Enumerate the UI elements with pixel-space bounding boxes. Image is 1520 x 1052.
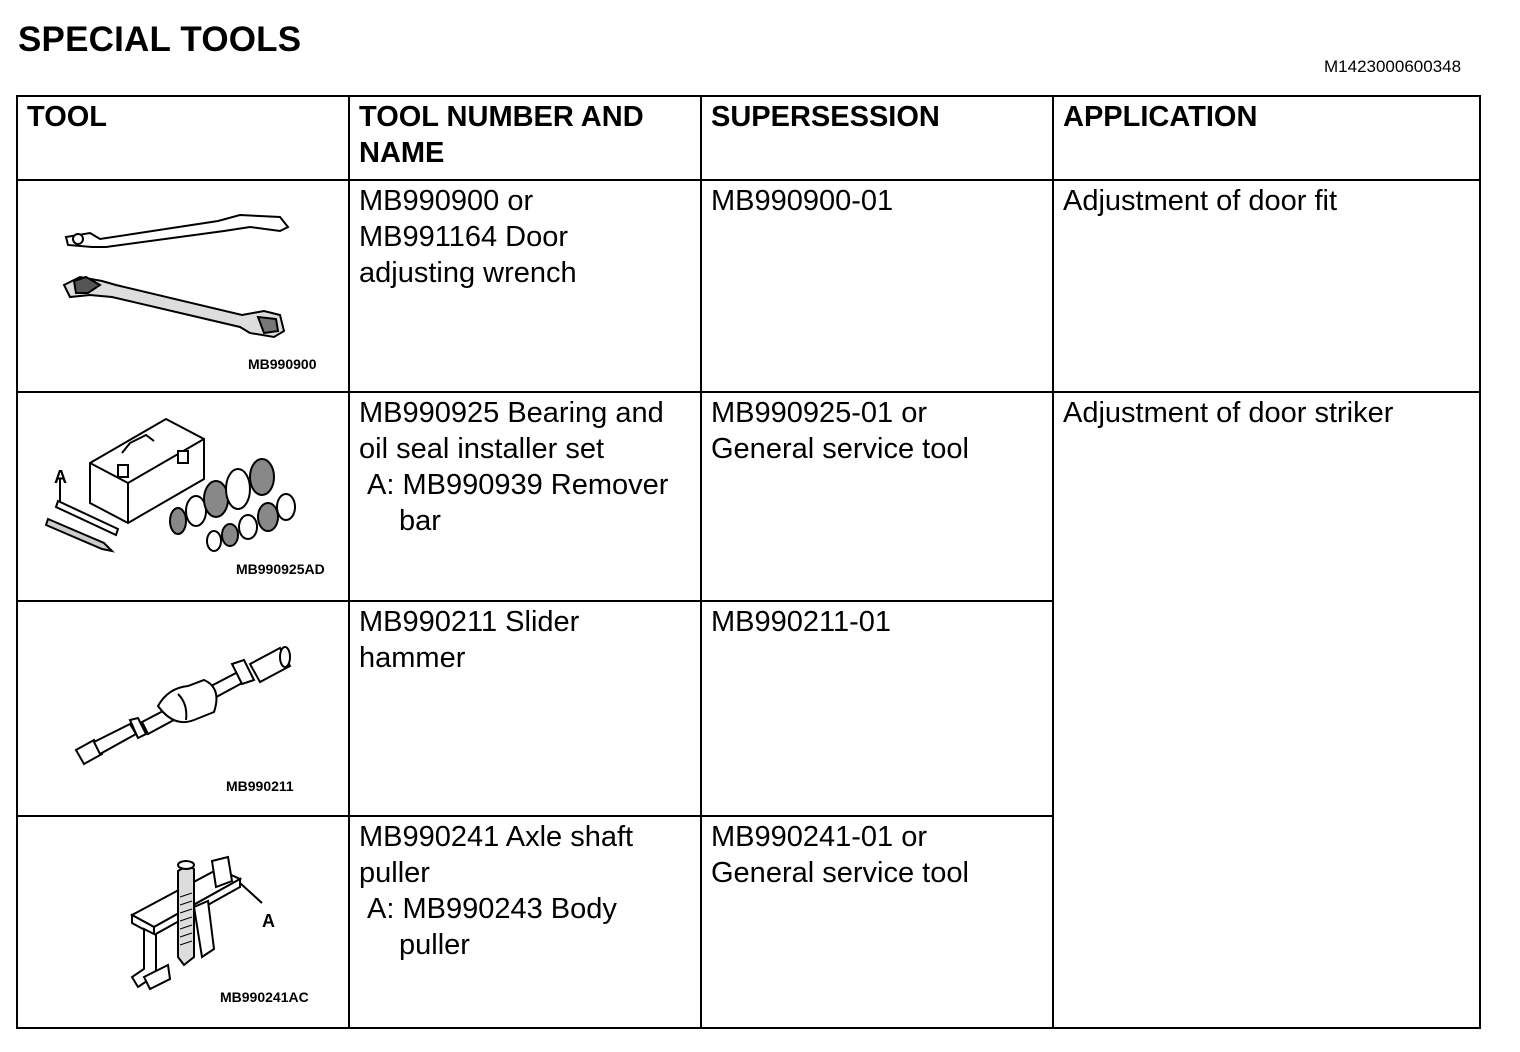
table-row <box>17 392 1480 601</box>
tool-image-caption: MB990925AD <box>236 561 325 577</box>
slider-hammer-icon <box>18 602 348 812</box>
tool-name-line: hammer <box>359 642 466 674</box>
supersession-cell <box>701 816 1053 1028</box>
header-tool: TOOL <box>17 96 349 180</box>
tool-image-caption: MB990900 <box>248 356 317 372</box>
tool-name-line: MB990925 Bearing and <box>359 397 664 429</box>
tool-name-cell <box>349 816 701 1028</box>
tool-image-cell <box>17 392 349 601</box>
supersession-line: MB990900-01 <box>711 185 894 217</box>
tool-name-cell <box>349 601 701 816</box>
application-text: Adjustment of door striker <box>1063 397 1394 429</box>
table-row <box>17 180 1480 392</box>
document-id: M1423000600348 <box>1324 57 1462 76</box>
tool-name-line: MB990241 Axle shaft <box>359 821 634 853</box>
supersession-cell <box>701 601 1053 816</box>
tool-image-caption: MB990211 <box>226 778 294 794</box>
tool-name-line: puller <box>359 857 430 889</box>
sub-item: A: MB990939 Remover <box>367 469 669 501</box>
supersession-cell <box>701 180 1053 392</box>
supersession-line: General service tool <box>711 433 969 465</box>
tool-name-line: MB991164 Door <box>359 221 569 253</box>
special-tools-table <box>16 95 1481 1029</box>
header-supersession: SUPERSESSION <box>701 96 1053 180</box>
tool-image-cell <box>17 601 349 816</box>
supersession-line: MB990925-01 or <box>711 397 928 429</box>
supersession-line: General service tool <box>711 857 969 889</box>
tool-image-caption: MB990241AC <box>220 989 309 1005</box>
tool-image-cell <box>17 180 349 392</box>
application-cell <box>1053 180 1480 392</box>
tool-name-cell <box>349 180 701 392</box>
tool-image-cell <box>17 816 349 1028</box>
part-label-a: A <box>262 911 275 931</box>
sub-item: A: MB990243 Body <box>367 893 617 925</box>
supersession-cell <box>701 392 1053 601</box>
page-title: SPECIAL TOOLS <box>18 20 302 59</box>
supersession-line: MB990241-01 or <box>711 821 928 853</box>
part-label-a: A <box>54 467 67 487</box>
header-application: APPLICATION <box>1053 96 1480 180</box>
supersession-line: MB990211-01 <box>711 606 892 638</box>
tool-name-cell <box>349 392 701 601</box>
application-text: Adjustment of door fit <box>1063 185 1338 217</box>
header-tool-number-and-name: TOOL NUMBER AND NAME <box>349 96 701 180</box>
tool-name-line: adjusting wrench <box>359 257 577 289</box>
sub-item-cont: bar <box>399 505 441 537</box>
table-header-row <box>17 96 1480 180</box>
sub-item-cont: puller <box>399 929 470 961</box>
tool-name-line: oil seal installer set <box>359 433 604 465</box>
tool-name-line: MB990900 or <box>359 185 534 217</box>
tool-name-line: MB990211 Slider <box>359 606 580 638</box>
application-cell <box>1053 392 1480 1028</box>
